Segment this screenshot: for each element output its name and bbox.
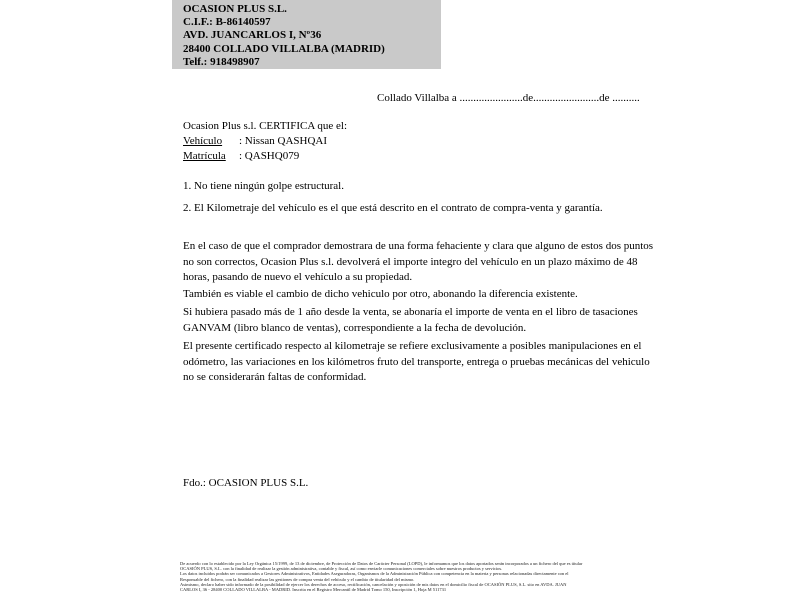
- point-1: 1. No tiene ningún golpe estructural.: [183, 180, 344, 192]
- company-header-box: [172, 0, 441, 69]
- date-place-line: Collado Villalba a .......................de........................de ..........: [377, 92, 640, 104]
- vehicle-value: : Nissan QASHQAI: [239, 135, 327, 147]
- company-address: AVD. JUANCARLOS I, Nº36: [183, 29, 322, 42]
- legal-line: OCASIÓN PLUS, S.L. con la finalidad de realizar la gestión administrativa, contable y fiscal, así como enviarle comunicaciones comerciales sobre nuestros productos y servicios.: [180, 566, 503, 572]
- legal-line: De acuerdo con lo establecido por la Ley Orgánica 15/1999, de 13 de diciembre, de Protección de Datos de Carácter Personal (LOPD), le informamos que los datos aportados serán incorporados a un fichero del que es titular: [180, 561, 583, 566]
- vehicle-label: Vehículo: [183, 135, 223, 147]
- paragraph-exchange: También es viable el cambio de dicho vehiculo por otro, abonando la diferencia existente.: [183, 288, 578, 300]
- plate-value: : QASHQ079: [239, 150, 300, 162]
- company-phone: Telf.: 918498907: [183, 55, 260, 68]
- legal-line: Los datos incluidos podrán ser comunicados a Gestores Administrativos, Entidades Aseguradoras, Organismos de la Administración Pública con competencia en la materia y personas relacionadas directamente con el: [180, 571, 569, 577]
- paragraph-guarantee: En el caso de que el comprador demostrara de una forma fehaciente y clara que alguno de estos dos puntos no son correctos, Ocasion Plus s.l. devolverá el importe integro del vehículo en un plazo máximo de 48 horas, pasando de nuevo el vehículo a su propiedad.: [183, 240, 654, 283]
- company-city: 28400 COLLADO VILLALBA (MADRID): [183, 42, 385, 55]
- point-2: 2. El Kilometraje del vehículo es el que está descrito en el contrato de compra-venta y garantía.: [183, 202, 603, 214]
- paragraph-ganvam: Si hubiera pasado más de 1 año desde la venta, se abonaría el importe de venta en el libro de tasaciones GANVAM (libro blanco de ventas), correspondiente a la fecha de devolución.: [183, 306, 638, 334]
- vehicle-row: [183, 134, 327, 149]
- signature-line: Fdo.: OCASION PLUS S.L.: [183, 477, 309, 489]
- legal-line: Responsable del fichero, con la finalidad realizar las gestiones de compra venta del vehículo y el cambio de titularidad del mismo.: [180, 576, 415, 582]
- company-name: OCASION PLUS S.L.: [183, 3, 287, 15]
- certify-intro: Ocasion Plus s.l. CERTIFICA que el:: [183, 120, 348, 132]
- legal-notice: [180, 561, 620, 592]
- company-cif: C.I.F.: B-86140597: [183, 16, 271, 29]
- paragraph-odometer: El presente certificado respecto al kilometraje se refiere exclusivamente a posibles manipulaciones en el odómetro, las variaciones en los kilómetros fruto del transporte, entrega o pruebas mecánicas del vehiculo no se considerarán faltas de conformidad.: [183, 340, 650, 383]
- legal-line: CARLOS I, 36 - 28400 COLLADO VILLALBA - MADRID. Inscrita en el Registro Mercantil de Madrid Tomo 150, Inscripción 1, Hoja M 511731: [180, 587, 447, 593]
- plate-label: Matrícula: [183, 150, 226, 162]
- plate-row: [183, 149, 299, 164]
- legal-line: Asimismo, declaro haber sido informado de la posibilidad de ejercer los derechos de acceso, rectificación, cancelación y oposición de mis datos en el domicilio fiscal de OCASIÓN PLUS, S.L. sito en AVDA. JUAN: [180, 581, 567, 587]
